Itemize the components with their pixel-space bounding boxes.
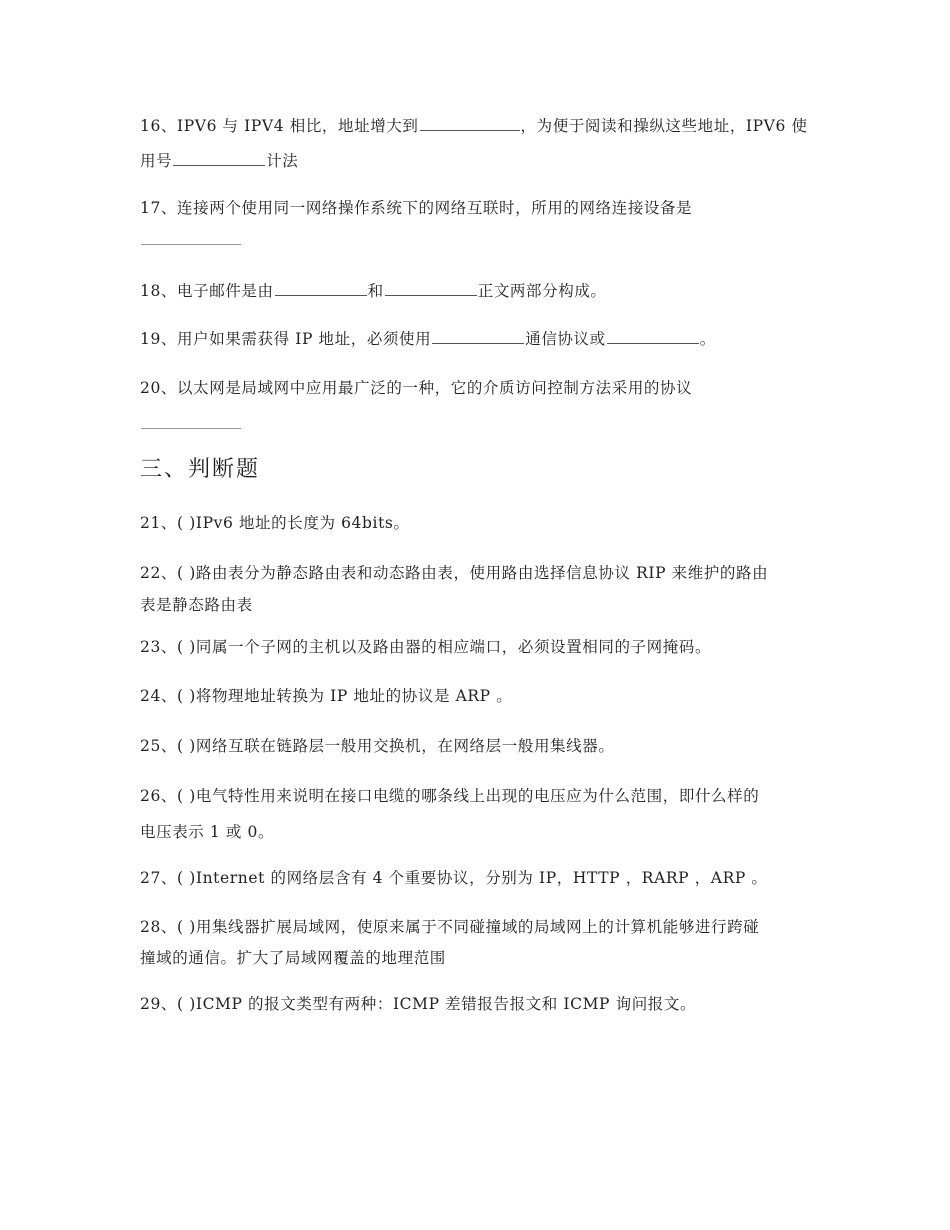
question-22-line-2: 表是静态路由表 xyxy=(140,596,253,614)
question-27: 27、( )Internet 的网络层含有 4 个重要协议，分别为 IP，HTTP ，RARP ，ARP 。 xyxy=(140,869,768,887)
question-16-text-a: 16、IPV6 与 IPV4 相比，地址增大到 xyxy=(140,117,419,135)
question-17 xyxy=(140,198,692,218)
question-21: 21、( )IPv6 地址的长度为 64bits。 xyxy=(140,514,410,532)
question-17-answer-line xyxy=(140,230,242,250)
answer-blank[interactable] xyxy=(420,116,520,131)
answer-blank[interactable] xyxy=(275,281,367,296)
question-16-text-b: ，为便于阅读和操纵这些地址，IPV6 使 xyxy=(520,117,808,135)
question-25: 25、( )网络互联在链路层一般用交换机，在网络层一般用集线器。 xyxy=(140,737,615,755)
question-17-text: 17、连接两个使用同一网络操作系统下的网络互联时，所用的网络连接设备是 xyxy=(140,199,693,217)
question-16-line-1 xyxy=(140,116,808,136)
question-19 xyxy=(140,329,716,349)
question-26-line-1: 26、( )电气特性用来说明在接口电缆的哪条线上出现的电压应为什么范围，即什么样的 xyxy=(140,787,760,805)
answer-blank[interactable] xyxy=(607,329,699,344)
question-18 xyxy=(140,281,607,301)
question-19-text-a: 19、用户如果需获得 IP 地址，必须使用 xyxy=(140,330,432,348)
question-20 xyxy=(140,378,692,398)
question-23: 23、( )同属一个子网的主机以及路由器的相应端口，必须设置相同的子网掩码。 xyxy=(140,638,712,656)
answer-blank[interactable] xyxy=(385,281,477,296)
answer-blank[interactable] xyxy=(141,230,241,245)
question-19-text-c: 。 xyxy=(699,330,716,348)
answer-blank[interactable] xyxy=(173,151,265,166)
question-16-line-2 xyxy=(140,151,298,171)
question-18-text-a: 18、电子邮件是由 xyxy=(140,282,274,300)
answer-blank[interactable] xyxy=(432,329,524,344)
question-29: 29、( )ICMP 的报文类型有两种：ICMP 差错报告报文和 ICMP 询问报文。 xyxy=(140,995,697,1013)
question-18-text-c: 正文两部分构成。 xyxy=(477,282,607,300)
question-26-line-2: 电压表示 1 或 0。 xyxy=(140,823,275,841)
answer-blank[interactable] xyxy=(141,414,241,429)
question-16-text-c: 用号 xyxy=(140,152,173,170)
question-20-answer-line xyxy=(140,414,242,434)
question-19-text-b: 通信协议或 xyxy=(525,330,606,348)
question-16-text-d: 计法 xyxy=(266,152,299,170)
question-24: 24、( )将物理地址转换为 IP 地址的协议是 ARP 。 xyxy=(140,687,513,705)
question-22-line-1: 22、( )路由表分为静态路由表和动态路由表，使用路由选择信息协议 RIP 来维护的路由 xyxy=(140,564,769,582)
question-28-line-2: 撞域的通信。扩大了局域网覆盖的地理范围 xyxy=(140,949,446,967)
question-18-text-b: 和 xyxy=(367,282,384,300)
question-28-line-1: 28、( )用集线器扩展局域网，使原来属于不同碰撞域的局域网上的计算机能够进行跨碰 xyxy=(140,918,760,936)
section-title: 三、判断题 xyxy=(140,457,261,482)
question-20-text: 20、以太网是局域网中应用最广泛的一种，它的介质访问控制方法采用的协议 xyxy=(140,379,693,397)
